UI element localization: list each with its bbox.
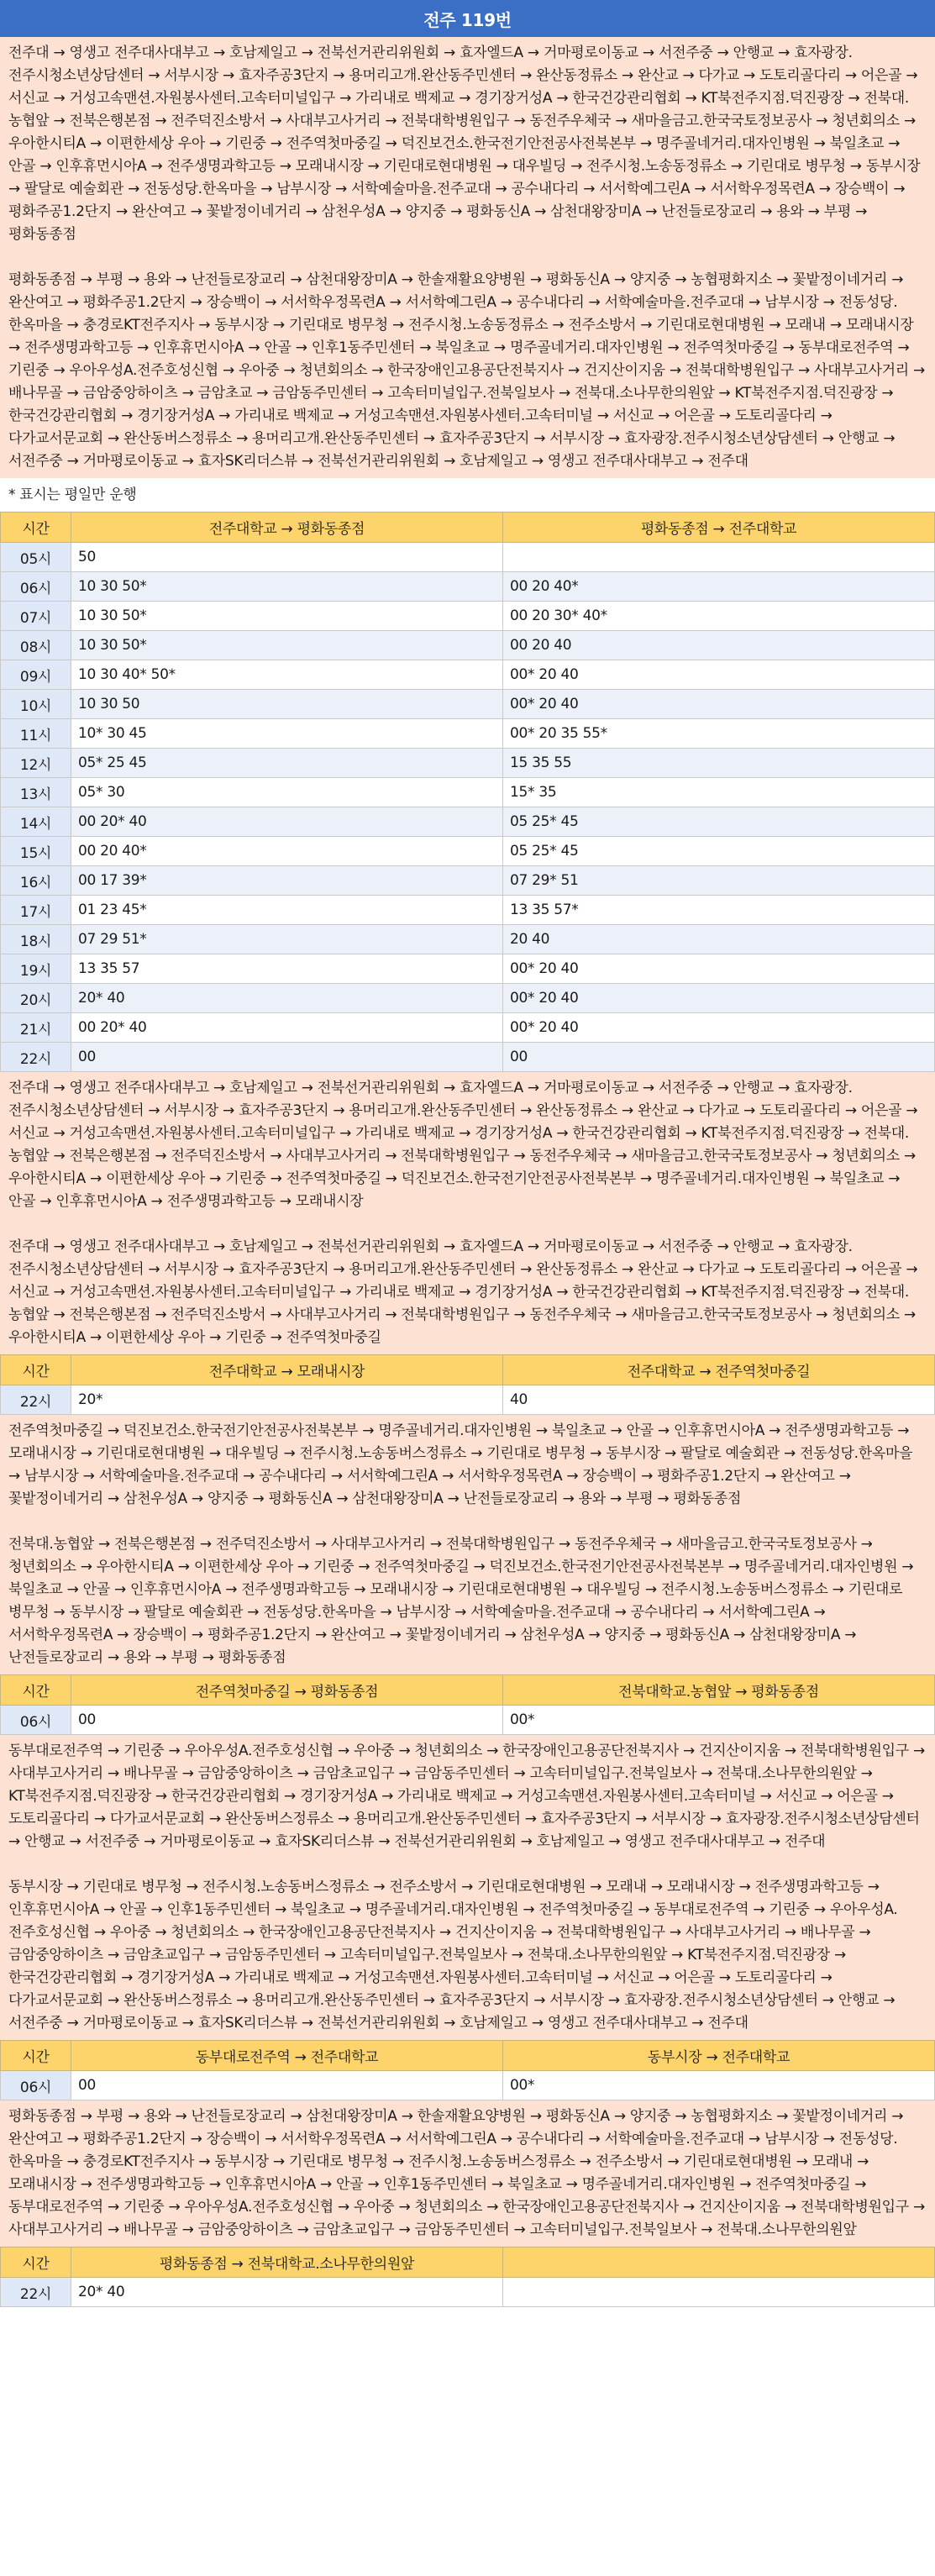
route-b1-text: 전주대 → 영생고 전주대사대부고 → 호남제일고 → 전북선거관리위원회 → 효자엘드A → 거마평로이동교 → 서전주중 → 안행교 → 효자광장.전주시청소년상담센터 → 서부시장 → 효자주공3단지 → 용머리고개.완산동주민센터 → 완산동정류소 → 완산교 → 다가교 → 도토리골다리 → 어은골 → 서신교 → 거성고속맨션.자원봉사센터.고속터미널입구 → 가리내로 백제교 → 경기장거성A → 한국건강관리협회 → KT북전주지점.덕진광장 → 전북대.농협앞 → 전북은행본점 → 전주덕진소방서 → 사대부고사거리 → 전북대학병원입구 → 동전주우체국 → 새마을금고.한국국토정보공사 → 청년회의소 → 우아한시티A → 이편한세상 우아 → 기린중 → 전주역첫마중길 → 덕진보건소.한국전기안전공사전북본부 → 명주골네거리.대자인병원 → 북일초교 → 안골 → 인후휴먼시아A → 전주생명과학고등 → 모래내시장 xyxy=(8,1080,918,1210)
table-row xyxy=(1,866,935,896)
table-row xyxy=(1,2278,935,2307)
direction-b-header xyxy=(503,2247,935,2278)
hour-cell: 17시 xyxy=(1,896,71,925)
route-c2-text: 전북대.농협앞 → 전북은행본점 → 전주덕진소방서 → 사대부고사거리 → 전북대학병원입구 → 동전주우체국 → 새마을금고.한국국토정보공사 → 청년회의소 → 우아한시티A → 이편한세상 우아 → 기린중 → 전주역첫마중길 → 덕진보건소.한국전기안전공사전북본부 → 명주골네거리.대자인병원 → 북일초교 → 안골 → 인후휴먼시아A → 전주생명과학고등 → 모래내시장 → 기린대로현대병원 → 대우빌딩 → 전주시청.노송동버스정류소 → 기린대로 병무청 → 동부시장 → 팔달로 예술회관 → 전동성당.한옥마을 → 남부시장 → 서학예술마을.전주교대 → 공수내다리 → 서서학예그린A → 서서학우정목련A → 장승백이 → 평화주공1.2단지 → 완산여고 → 꽃밭정이네거리 → 삼천우성A → 양지중 → 평화동신A → 삼천대왕장미A → 난전들로장교리 → 용와 → 부평 → 평화동종점 xyxy=(8,1536,914,1666)
timetable-d xyxy=(0,2040,935,2100)
hour-cell: 06시 xyxy=(1,2071,71,2100)
departure-times-a: 13 35 57 xyxy=(71,954,503,984)
departure-times-a: 07 29 51* xyxy=(71,925,503,954)
table-row xyxy=(1,543,935,572)
timetable-header-row xyxy=(1,1675,935,1706)
timetable-header-row xyxy=(1,2041,935,2071)
hour-cell: 22시 xyxy=(1,1043,71,1072)
departure-times-a: 00 20* 40 xyxy=(71,807,503,837)
table-row xyxy=(1,719,935,749)
hour-cell: 06시 xyxy=(1,572,71,602)
table-row xyxy=(1,1013,935,1043)
departure-times-b xyxy=(503,543,935,572)
table-row xyxy=(1,896,935,925)
direction-b-header: 전북대학교.농협앞 → 평화동종점 xyxy=(503,1675,935,1706)
timetable-header-row xyxy=(1,1355,935,1385)
table-row xyxy=(1,572,935,602)
direction-a-header: 평화동종점 → 전북대학교.소나무한의원앞 xyxy=(71,2247,503,2278)
table-row xyxy=(1,778,935,807)
departure-times-b: 00 xyxy=(503,1043,935,1072)
main-timetable xyxy=(0,512,935,1072)
hour-column-header: 시간 xyxy=(1,1355,71,1385)
departure-times-a: 00 17 39* xyxy=(71,866,503,896)
hour-cell: 20시 xyxy=(1,984,71,1013)
table-row xyxy=(1,602,935,631)
departure-times-a: 10* 30 45 xyxy=(71,719,503,749)
hour-cell: 11시 xyxy=(1,719,71,749)
route-c1-text: 전주역첫마중길 → 덕진보건소.한국전기안전공사전북본부 → 명주골네거리.대자인병원 → 북일초교 → 안골 → 인후휴먼시아A → 전주생명과학고등 → 모래내시장 → 기린대로현대병원 → 대우빌딩 → 전주시청.노송동버스정류소 → 기린대로 병무청 → 동부시장 → 팔달로 예술회관 → 전동성당.한옥마을 → 남부시장 → 서학예술마을.전주교대 → 공수내다리 → 서서학예그린A → 서서학우정목련A → 장승백이 → 평화주공1.2단지 → 완산여고 → 꽃밭정이네거리 → 삼천우성A → 양지중 → 평화동신A → 삼천대왕장미A → 난전들로장교리 → 용와 → 부평 → 평화동종점 xyxy=(8,1422,913,1507)
hour-cell: 05시 xyxy=(1,543,71,572)
departure-times-a: 10 30 50* xyxy=(71,631,503,660)
departure-times-b: 00* 20 40 xyxy=(503,984,935,1013)
direction-b-header: 평화동종점 → 전주대학교 xyxy=(503,513,935,543)
departure-times-b: 00* xyxy=(503,2071,935,2100)
timetable-header-row xyxy=(1,513,935,543)
hour-cell: 14시 xyxy=(1,807,71,837)
hour-cell: 22시 xyxy=(1,2278,71,2307)
departure-times-b: 00 20 40 xyxy=(503,631,935,660)
table-row xyxy=(1,1385,935,1415)
hour-cell: 09시 xyxy=(1,660,71,690)
departure-times-b: 15* 35 xyxy=(503,778,935,807)
hour-cell: 22시 xyxy=(1,1385,71,1415)
hour-cell: 07시 xyxy=(1,602,71,631)
weekday-note: * 표시는 평일만 운행 xyxy=(8,486,137,503)
departure-times-b: 00* xyxy=(503,1706,935,1735)
table-row xyxy=(1,1043,935,1072)
table-row xyxy=(1,984,935,1013)
departure-times-a: 00 20* 40 xyxy=(71,1013,503,1043)
hour-cell: 10시 xyxy=(1,690,71,719)
departure-times-a: 10 30 50 xyxy=(71,690,503,719)
hour-column-header: 시간 xyxy=(1,2247,71,2278)
hour-cell: 13시 xyxy=(1,778,71,807)
route-e-text: 평화동종점 → 부평 → 용와 → 난전들로장교리 → 삼천대왕장미A → 한솔재활요양병원 → 평화동신A → 양지중 → 농협평화지소 → 꽃밭정이네거리 → 완산여고 → 평화주공1.2단지 → 장승백이 → 서서학우정목련A → 서서학예그린A → 공수내다리 → 서학예술마을.전주교대 → 남부시장 → 전동성당.한옥마을 → 충경로KT전주지사 → 동부시장 → 기린대로 병무청 → 전주시청.노송동버스정류소 → 전주소방서 → 기린대로현대병원 → 모래내 → 모래내시장 → 전주생명과학고등 → 인후휴먼시아A → 안골 → 인후1동주민센터 → 북일초교 → 명주골네거리.대자인병원 → 전주역첫마중길 → 동부대로전주역 → 기린중 → 우아우성A.전주호성신협 → 우아중 → 청년회의소 → 한국장애인고용공단전북지사 → 건지산이지움 → 전북대학병원입구 → 사대부고사거리 → 배나무골 → 금암중앙하이츠 → 금암초교입구 → 금암동주민센터 → 고속터미널입구.전북일보사 → 전북대.소나무한의원앞 xyxy=(8,2108,925,2238)
departure-times-a: 20* 40 xyxy=(71,984,503,1013)
table-row xyxy=(1,954,935,984)
direction-a-header: 전주대학교 → 모래내시장 xyxy=(71,1355,503,1385)
departure-times-a: 50 xyxy=(71,543,503,572)
departure-times-a: 00 xyxy=(71,1706,503,1735)
direction-b-header: 동부시장 → 전주대학교 xyxy=(503,2041,935,2071)
hour-cell: 06시 xyxy=(1,1706,71,1735)
departure-times-a: 01 23 45* xyxy=(71,896,503,925)
hour-column-header: 시간 xyxy=(1,1675,71,1706)
route-description-b xyxy=(0,1072,935,1354)
table-row xyxy=(1,631,935,660)
departure-times-b: 00* 20 40 xyxy=(503,1013,935,1043)
hour-cell: 21시 xyxy=(1,1013,71,1043)
route-b2-text: 전주대 → 영생고 전주대사대부고 → 호남제일고 → 전북선거관리위원회 → 효자엘드A → 거마평로이동교 → 서전주중 → 안행교 → 효자광장.전주시청소년상담센터 → 서부시장 → 효자주공3단지 → 용머리고개.완산동주민센터 → 완산동정류소 → 완산교 → 다가교 → 도토리골다리 → 어은골 → 서신교 → 거성고속맨션.자원봉사센터.고속터미널입구 → 가리내로 백제교 → 경기장거성A → 한국건강관리협회 → KT북전주지점.덕진광장 → 전북대.농협앞 → 전북은행본점 → 전주덕진소방서 → 사대부고사거리 → 전북대학병원입구 → 동전주우체국 → 새마을금고.한국국토정보공사 → 청년회의소 → 우아한시티A → 이편한세상 우아 → 기린중 → 전주역첫마중길 xyxy=(8,1238,918,1346)
table-row xyxy=(1,925,935,954)
departure-times-b: 00* 20 35 55* xyxy=(503,719,935,749)
departure-times-a: 00 xyxy=(71,1043,503,1072)
table-row xyxy=(1,837,935,866)
route-outbound-text: 전주대 → 영생고 전주대사대부고 → 호남제일고 → 전북선거관리위원회 → 효자엘드A → 거마평로이동교 → 서전주중 → 안행교 → 효자광장.전주시청소년상담센터 → 서부시장 → 효자주공3단지 → 용머리고개.완산동주민센터 → 완산동정류소 → 완산교 → 다가교 → 도토리골다리 → 어은골 → 서신교 → 거성고속맨션.자원봉사센터.고속터미널입구 → 가리내로 백제교 → 경기장거성A → 한국건강관리협회 → KT북전주지점.덕진광장 → 전북대.농협앞 → 전북은행본점 → 전주덕진소방서 → 사대부고사거리 → 전북대학병원입구 → 동전주우체국 → 새마을금고.한국국토정보공사 → 청년회의소 → 우아한시티A → 이편한세상 우아 → 기린중 → 전주역첫마중길 → 덕진보건소.한국전기안전공사전북본부 → 명주골네거리.대자인병원 → 북일초교 → 안골 → 인후휴먼시아A → 전주생명과학고등 → 모래내시장 → 기린대로현대병원 → 대우빌딩 → 전주시청.노송동정류소 → 기린대로 병무청 → 동부시장 → 팔달로 예술회관 → 전동성당.한옥마을 → 남부시장 → 서학예술마을.전주교대 → 공수내다리 → 서서학예그린A → 서서학우정목련A → 장승백이 → 평화주공1.2단지 → 완산여고 → 꽃밭정이네거리 → 삼천우성A → 양지중 → 평화동신A → 삼천대왕장미A → 난전들로장교리 → 용와 → 부평 → 평화동종점 xyxy=(8,45,921,243)
hour-cell: 08시 xyxy=(1,631,71,660)
route-d1-text: 동부대로전주역 → 기린중 → 우아우성A.전주호성신협 → 우아중 → 청년회의소 → 한국장애인고용공단전북지사 → 건지산이지움 → 전북대학병원입구 → 사대부고사거리 → 배나무골 → 금암중앙하이츠 → 금암초교입구 → 금암동주민센터 → 고속터미널입구.전북일보사 → 전북대.소나무한의원앞 → KT북전주지점.덕진광장 → 한국건강관리협회 → 경기장거성A → 가리내로 백제교 → 거성고속맨션.자원봉사센터.고속터미널 → 서신교 → 어은골 → 도토리골다리 → 다가교서문교회 → 완산동버스정류소 → 용머리고개.완산동주민센터 → 효자주공3단지 → 서부시장 → 효자광장.전주시청소년상담센터 → 안행교 → 서전주중 → 거마평로이동교 → 효자SK리더스뷰 → 전북선거관리위원회 → 호남제일고 → 영생고 전주대사대부고 → 전주대 xyxy=(8,1743,925,1850)
departure-times-a: 00 20 40* xyxy=(71,837,503,866)
departure-times-a: 10 30 40* 50* xyxy=(71,660,503,690)
departure-times-b: 20 40 xyxy=(503,925,935,954)
timetable-c xyxy=(0,1674,935,1735)
route-d2-text: 동부시장 → 기린대로 병무청 → 전주시청.노송동버스정류소 → 전주소방서 → 기린대로현대병원 → 모래내 → 모래내시장 → 전주생명과학고등 → 인후휴먼시아A → 안골 → 인후1동주민센터 → 북일초교 → 명주골네거리.대자인병원 → 전주역첫마중길 → 동부대로전주역 → 기린중 → 우아우성A.전주호성신협 → 우아중 → 청년회의소 → 한국장애인고용공단전북지사 → 건지산이지움 → 전북대학병원입구 → 사대부고사거리 → 배나무골 → 금암중앙하이츠 → 금암초교입구 → 금암동주민센터 → 고속터미널입구.전북일보사 → 전북대.소나무한의원앞 → KT북전주지점.덕진광장 → 한국건강관리협회 → 경기장거성A → 가리내로 백제교 → 거성고속맨션.자원봉사센터.고속터미널 → 서신교 → 어은골 → 도토리골다리 → 다가교서문교회 → 완산동버스정류소 → 용머리고개.완산동주민센터 → 효자주공3단지 → 서부시장 → 효자광장.전주시청소년상담센터 → 안행교 → 서전주중 → 거마평로이동교 → 효자SK리더스뷰 → 전북선거관리위원회 → 호남제일고 → 영생고 전주대사대부고 → 전주대 xyxy=(8,1879,898,2032)
table-row xyxy=(1,749,935,778)
timetable-e xyxy=(0,2247,935,2307)
departure-times-a: 20* 40 xyxy=(71,2278,503,2307)
departure-times-a: 20* xyxy=(71,1385,503,1415)
departure-times-b: 07 29* 51 xyxy=(503,866,935,896)
page-title: 전주 119번 xyxy=(0,0,935,37)
timetable-b xyxy=(0,1354,935,1415)
table-row xyxy=(1,2071,935,2100)
departure-times-a: 05* 25 45 xyxy=(71,749,503,778)
route-return-text: 평화동종점 → 부평 → 용와 → 난전들로장교리 → 삼천대왕장미A → 한솔재활요양병원 → 평화동신A → 양지중 → 농협평화지소 → 꽃밭정이네거리 → 완산여고 → 평화주공1.2단지 → 장승백이 → 서서학우정목련A → 서서학예그린A → 공수내다리 → 서학예술마을.전주교대 → 남부시장 → 전동성당.한옥마을 → 충경로KT전주지사 → 동부시장 → 기린대로 병무청 → 전주시청.노송동정류소 → 전주소방서 → 기린대로현대병원 → 모래내 → 모래내시장 → 전주생명과학고등 → 인후휴먼시아A → 안골 → 인후1동주민센터 → 북일초교 → 명주골네거리.대자인병원 → 전주역첫마중길 → 동부대로전주역 → 기린중 → 우아우성A.전주호성신협 → 우아중 → 청년회의소 → 한국장애인고용공단전북지사 → 건지산이지움 → 전북대학병원입구 → 사대부고사거리 → 배나무골 → 금암중앙하이츠 → 금암초교 → 금암동주민센터 → 고속터미널입구.전북일보사 → 전북대.소나무한의원앞 → KT북전주지점.덕진광장 → 한국건강관리협회 → 경기장거성A → 가리내로 백제교 → 거성고속맨션.자원봉사센터.고속터미널 → 서신교 → 어은골 → 도토리골다리 → 다가교서문교회 → 완산동버스정류소 → 용머리고개.완산동주민센터 → 효자주공3단지 → 서부시장 → 효자광장.전주시청소년상담센터 → 안행교 → 서전주중 → 거마평로이동교 → 효자SK리더스뷰 → 전북선거관리위원회 → 호남제일고 → 영생고 전주대사대부고 → 전주대 xyxy=(8,271,925,470)
departure-times-b: 00 20 40* xyxy=(503,572,935,602)
hour-cell: 19시 xyxy=(1,954,71,984)
departure-times-b: 05 25* 45 xyxy=(503,837,935,866)
hour-cell: 16시 xyxy=(1,866,71,896)
hour-cell: 15시 xyxy=(1,837,71,866)
departure-times-b: 05 25* 45 xyxy=(503,807,935,837)
timetable-body xyxy=(1,543,935,1072)
departure-times-b: 00 20 30* 40* xyxy=(503,602,935,631)
hour-cell: 18시 xyxy=(1,925,71,954)
table-row xyxy=(1,807,935,837)
direction-b-header: 전주대학교 → 전주역첫마중길 xyxy=(503,1355,935,1385)
hour-column-header: 시간 xyxy=(1,513,71,543)
departure-times-a: 10 30 50* xyxy=(71,572,503,602)
departure-times-b: 00* 20 40 xyxy=(503,690,935,719)
route-description-c xyxy=(0,1415,935,1674)
departure-times-b xyxy=(503,2278,935,2307)
departure-times-b: 15 35 55 xyxy=(503,749,935,778)
departure-times-a: 00 xyxy=(71,2071,503,2100)
direction-a-header: 동부대로전주역 → 전주대학교 xyxy=(71,2041,503,2071)
table-row xyxy=(1,1706,935,1735)
departure-times-b: 00* 20 40 xyxy=(503,660,935,690)
direction-a-header: 전주대학교 → 평화동종점 xyxy=(71,513,503,543)
table-row xyxy=(1,690,935,719)
departure-times-b: 13 35 57* xyxy=(503,896,935,925)
direction-a-header: 전주역첫마중길 → 평화동종점 xyxy=(71,1675,503,1706)
departure-times-b: 00* 20 40 xyxy=(503,954,935,984)
departure-times-b: 40 xyxy=(503,1385,935,1415)
departure-times-a: 10 30 50* xyxy=(71,602,503,631)
timetable-header-row xyxy=(1,2247,935,2278)
route-description-e xyxy=(0,2100,935,2247)
hour-column-header: 시간 xyxy=(1,2041,71,2071)
route-description-main xyxy=(0,37,935,478)
hour-cell: 12시 xyxy=(1,749,71,778)
departure-times-a: 05* 30 xyxy=(71,778,503,807)
route-description-d xyxy=(0,1735,935,2040)
table-row xyxy=(1,660,935,690)
